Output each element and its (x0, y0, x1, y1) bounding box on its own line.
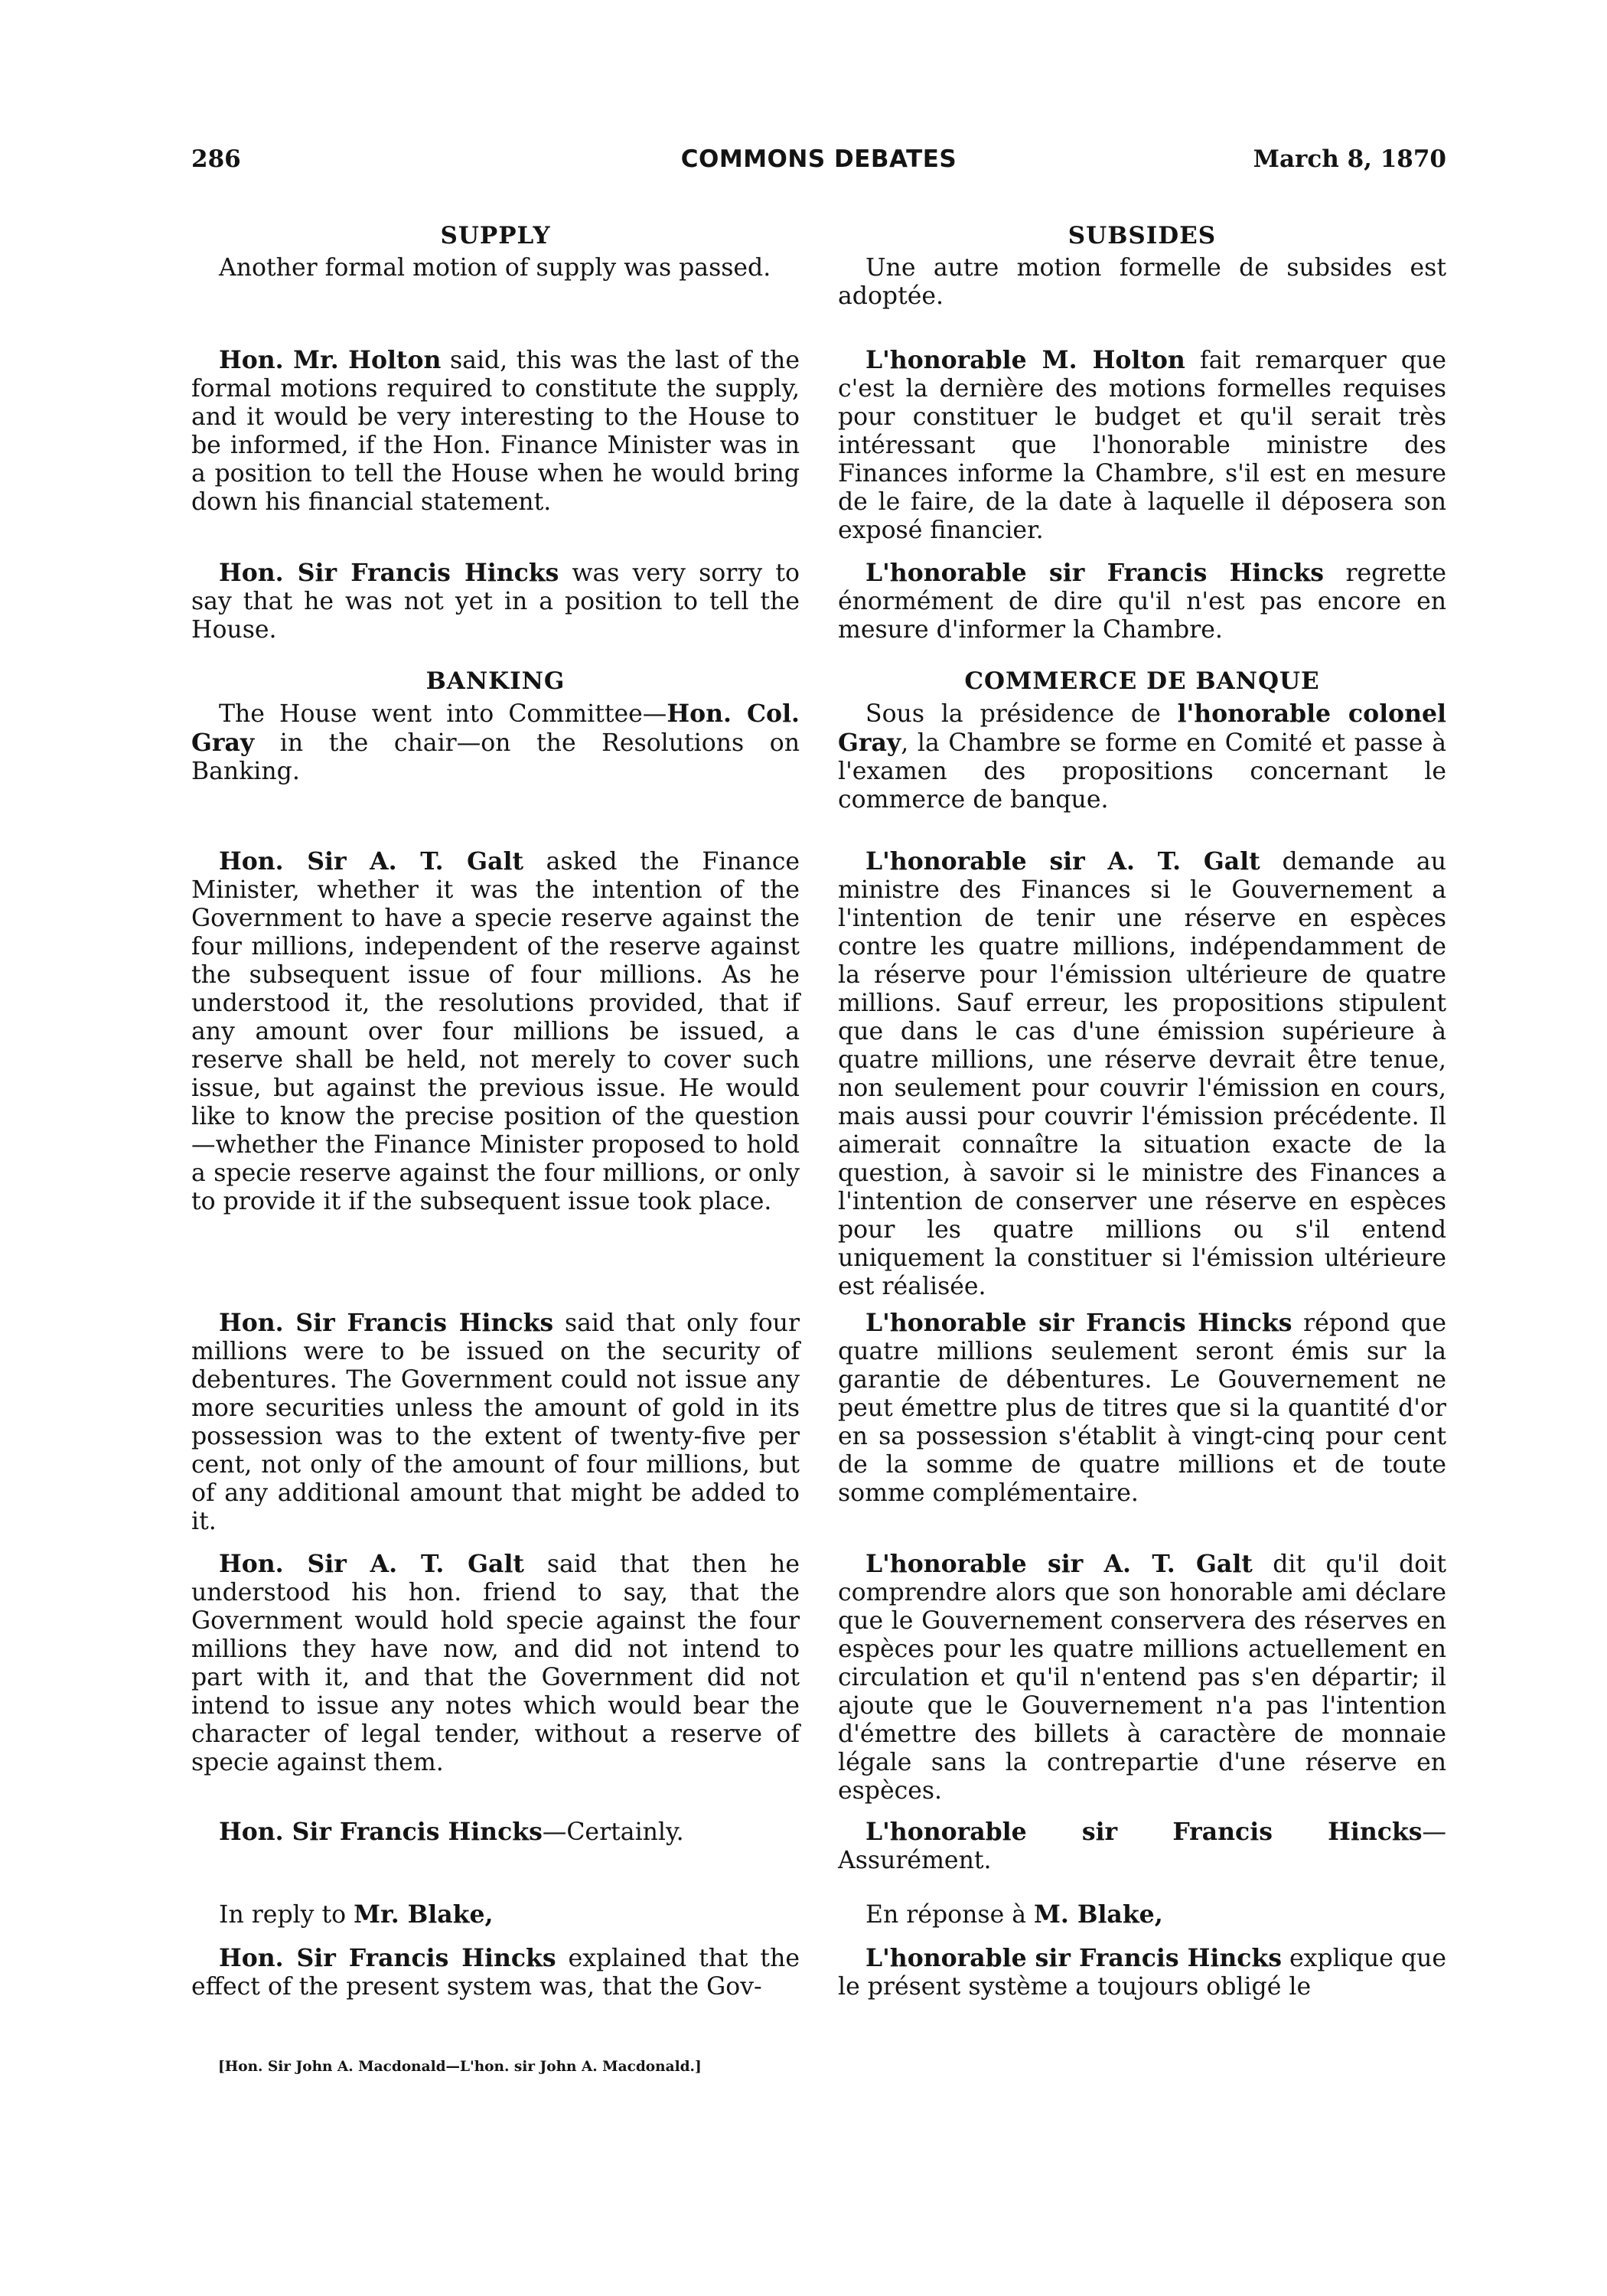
section-heading: BANKING (425, 667, 566, 695)
paragraph: In reply to Mr. Blake, (219, 1900, 494, 1929)
hincks-speech-3-fr (838, 1818, 1446, 1875)
paragraph: L'honorable sir A. T. Galt demande au ministre des Finances si le Gouvernement a l'intention de tenir une réserve en espèces contre les quatre millions, indépendamment de la réserve pour l'émission ultérieure de quatre millions. Sauf erreur, les propositions stipulent que dans le cas d'une émission supérieure à quatre millions, une réserve devrait être tenue, non seulement pour couvrir l'émission en cours, mais aussi pour couvrir l'émission précédente. Il aimerait connaître la situation exacte de la question, à savoir si le ministre des Finances a l'intention de conserver une réserve en espèces pour les quatre millions ou s'il entend uniquement la constituer si l'émission ultérieure est réalisée. (838, 847, 1446, 1300)
paragraph: L'honorable sir Francis Hincks répond que quatre millions seulement seront émis sur la garantie de débentures. Le Gouvernement ne peut émettre plus de titres que si la quantité d'or en sa possession s'établit à vingt-cinq pour cent de la somme de quatre millions et de toute somme complémentaire. (838, 1309, 1446, 1507)
paragraph: Une autre motion formelle de subsides est adoptée. (838, 254, 1446, 310)
paragraph: Hon. Sir A. T. Galt asked the Finance Minister, whether it was the intention of the Government to have a specie reserve against the four millions, independent of the reserve against the subsequent issue of four millions. As he understood it, the resolutions provided, that if any amount over four millions be issued, a reserve shall be held, not merely to cover such issue, but against the previous issue. He would like to know the precise position of the question—whether the Finance Minister proposed to hold a specie reserve against the four millions, or only to provide it if the subsequent issue took place. (191, 847, 800, 1215)
page-header (191, 145, 1446, 184)
paragraph: Hon. Mr. Holton said, this was the last of the formal motions required to constitute the supply, and it would be very interesting to the House to be informed, if the Hon. Finance Minister was in a position to tell the House when he would bring down his financial statement. (191, 346, 800, 516)
speaker-name: L'honorable sir Francis Hincks (865, 1309, 1292, 1337)
speaker-name: Hon. Sir A. T. Galt (219, 847, 523, 876)
galt-speech-2-en (191, 1550, 800, 1777)
speaker-name: Hon. Mr. Holton (219, 346, 442, 374)
section-heading: SUPPLY (440, 222, 551, 249)
publication-title: COMMONS DEBATES (680, 145, 957, 173)
speaker-name: L'honorable sir A. T. Galt (865, 1550, 1253, 1578)
reply-line-fr (838, 1900, 1446, 1929)
paragraph: Hon. Sir Francis Hincks said that only four millions were to be issued on the security of debentures. The Government could not issue any more securities unless the amount of gold in its possession was to the extent of twenty-five per cent, not only of the amount of four millions, but of any additional amount that might be added to it. (191, 1309, 800, 1535)
hincks-speech-3-en (191, 1818, 800, 1847)
galt-speech-1-en (191, 847, 800, 1216)
paragraph: L'honorable M. Holton fait remarquer que c'est la dernière des motions formelles requises pour constituer le budget et qu'il serait très intéressant que l'honorable ministre des Finances informe la Chambre, s'il est en mesure de le faire, de la date à laquelle il déposera son exposé financier. (838, 346, 1446, 544)
hincks-speech-1-en (191, 559, 800, 644)
banking-section-fr (838, 667, 1446, 814)
speaker-name: L'honorable sir A. T. Galt (865, 847, 1260, 876)
paragraph: Hon. Sir Francis Hincks explained that the effect of the present system was, that the Gov- (191, 1944, 800, 2001)
holton-speech-en (191, 346, 800, 517)
hincks-speech-4-fr (838, 1944, 1446, 2001)
supply-section-fr (838, 222, 1446, 311)
paragraph: L'honorable sir Francis Hincks—Assurément. (838, 1818, 1446, 1874)
chair-name: l'honorable colonel Gray (838, 700, 1446, 757)
chair-name: Hon. Col. Gray (191, 700, 800, 757)
member-name: M. Blake, (1034, 1900, 1163, 1929)
paragraph: Another formal motion of supply was passed. (219, 254, 771, 282)
speaker-name: Hon. Sir Francis Hincks (219, 1309, 554, 1337)
reply-line-en (191, 1900, 800, 1929)
paragraph: L'honorable sir A. T. Galt dit qu'il doit comprendre alors que son honorable ami déclare que le Gouvernement conservera des réserves en espèces pour les quatre millions actuellement en circulation et qu'il n'entend pas s'en départir; il ajoute que le Gouvernement n'a pas l'intention d'émettre des billets à caractère de monnaie légale sans la contrepartie d'une réserve en espèces. (838, 1550, 1447, 1805)
paragraph: The House went into Committee—Hon. Col. Gray in the chair—on the Resolutions on Banking. (191, 700, 800, 785)
galt-speech-2-fr (838, 1550, 1446, 1805)
speaker-name: Hon. Sir Francis Hincks (219, 1944, 556, 1972)
paragraph: Sous la présidence de l'honorable colonel Gray, la Chambre se forme en Comité et passe à l'examen des propositions concernant le commerce de banque. (838, 700, 1446, 814)
sitting-date: March 8, 1870 (1253, 145, 1446, 173)
paragraph: En réponse à M. Blake, (865, 1900, 1163, 1929)
speaker-name: Hon. Sir Francis Hincks (219, 1818, 543, 1846)
member-name: Mr. Blake, (354, 1900, 494, 1929)
paragraph: Hon. Sir A. T. Galt said that then he understood his hon. friend to say, that the Government would hold specie against the four millions they have now, and did not intend to part with it, and that the Government did not intend to issue any notes which would bear the character of legal tender, without a reserve of specie against them. (191, 1550, 800, 1776)
speaker-name: L'honorable sir Francis Hincks (865, 1818, 1423, 1846)
banking-section-en (191, 667, 800, 786)
paragraph: L'honorable sir Francis Hincks explique que le présent système a toujours obligé le (838, 1944, 1446, 2001)
paragraph: L'honorable sir Francis Hincks regrette énormément de dire qu'il n'est pas encore en mesure d'informer la Chambre. (838, 559, 1446, 644)
page-number: 286 (191, 145, 241, 173)
galt-speech-1-fr (838, 847, 1446, 1301)
paragraph: Hon. Sir Francis Hincks was very sorry to say that he was not yet in a position to tell the House. (191, 559, 800, 644)
speaker-name: L'honorable sir Francis Hincks (865, 559, 1325, 587)
speaker-name: Hon. Sir A. T. Galt (219, 1550, 524, 1578)
speaker-name: L'honorable M. Holton (865, 346, 1185, 374)
hincks-speech-1-fr (838, 559, 1446, 644)
speaker-name: Hon. Sir Francis Hincks (219, 559, 559, 587)
holton-speech-fr (838, 346, 1446, 545)
section-heading: SUBSIDES (1068, 222, 1217, 249)
supply-section-en (191, 222, 800, 282)
section-heading: COMMERCE DE BANQUE (964, 667, 1320, 695)
hincks-speech-2-en (191, 1309, 800, 1536)
footnote: [Hon. Sir John A. Macdonald—L'hon. sir John A. Macdonald.] (218, 2059, 702, 2075)
hincks-speech-2-fr (838, 1309, 1446, 1508)
hincks-speech-4-en (191, 1944, 800, 2001)
paragraph: Hon. Sir Francis Hincks—Certainly. (219, 1818, 684, 1846)
speaker-name: L'honorable sir Francis Hincks (865, 1944, 1282, 1972)
